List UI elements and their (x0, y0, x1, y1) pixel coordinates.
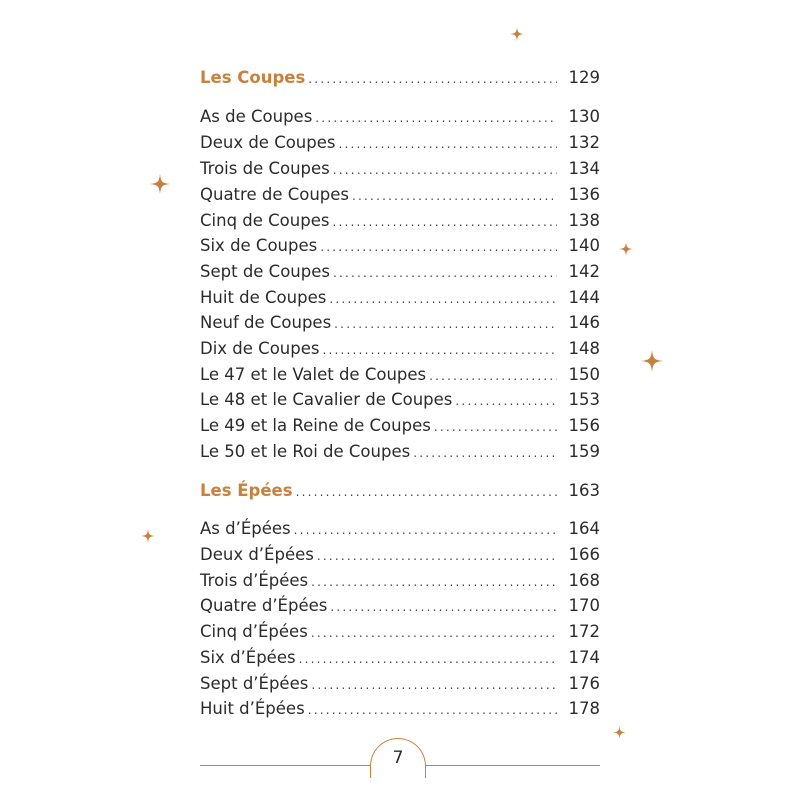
dot-leader (320, 234, 556, 260)
dot-leader (413, 440, 556, 466)
dot-leader (311, 620, 557, 646)
toc-label: Huit de Coupes (200, 288, 327, 307)
toc-entry[interactable] (200, 645, 600, 671)
toc-page-number: 163 (568, 481, 600, 500)
toc-entry[interactable] (200, 439, 600, 465)
dot-leader (329, 286, 556, 312)
dot-leader (296, 479, 557, 505)
toc-label: Cinq d’Épées (200, 622, 308, 641)
toc-entry[interactable] (200, 259, 600, 285)
toc-label: Le 49 et la Reine de Coupes (200, 416, 431, 435)
toc-entry[interactable] (200, 285, 600, 311)
dot-leader (311, 569, 556, 595)
sparkle-star-icon (510, 27, 524, 41)
toc-label: Quatre de Coupes (200, 185, 350, 204)
toc-page-number: 178 (568, 699, 600, 718)
toc-page-number: 148 (568, 339, 600, 358)
toc-label: As de Coupes (200, 107, 313, 126)
toc-entry[interactable] (200, 310, 600, 336)
toc-page-number: 129 (568, 68, 600, 87)
toc-entry[interactable] (200, 130, 600, 156)
sparkle-star-icon (613, 726, 626, 739)
toc-page-number: 130 (568, 107, 600, 126)
sparkle-star-icon (150, 174, 170, 194)
dot-leader (455, 388, 556, 414)
dot-leader (334, 311, 556, 337)
toc-entry[interactable] (200, 696, 600, 722)
toc-page-number: 164 (568, 519, 600, 538)
dot-leader (299, 646, 557, 672)
toc-label: Les Épées (200, 481, 293, 500)
toc-page-number: 150 (568, 365, 600, 384)
toc-page-number: 168 (568, 571, 600, 590)
dot-leader (434, 414, 557, 440)
toc-page-number: 170 (568, 596, 600, 615)
toc-entry[interactable] (200, 182, 600, 208)
toc-section-les-coupes[interactable] (200, 65, 600, 91)
footer-rule-left (200, 765, 370, 766)
dot-leader (311, 672, 556, 698)
toc-entry[interactable] (200, 516, 600, 542)
toc-entry[interactable] (200, 104, 600, 130)
toc-page-number: 142 (568, 262, 600, 281)
dot-leader (333, 157, 557, 183)
toc-entry[interactable] (200, 208, 600, 234)
toc-page-number: 144 (568, 288, 600, 307)
toc-label: Trois d’Épées (200, 571, 309, 590)
dot-leader (429, 363, 556, 389)
toc-label: Les Coupes (200, 68, 306, 87)
toc-page-number: 132 (568, 133, 600, 152)
toc-entry[interactable] (200, 156, 600, 182)
toc-label: Deux de Coupes (200, 133, 336, 152)
toc-label: Dix de Coupes (200, 339, 320, 358)
dot-leader (294, 517, 557, 543)
toc-label: As d’Épées (200, 519, 291, 538)
toc-page-number: 146 (568, 313, 600, 332)
toc-label: Le 50 et le Roi de Coupes (200, 442, 411, 461)
dot-leader (352, 183, 556, 209)
toc-page-number: 174 (568, 648, 600, 667)
toc-entry[interactable] (200, 336, 600, 362)
toc-label: Deux d’Épées (200, 545, 314, 564)
dot-leader (332, 209, 556, 235)
dot-leader (322, 337, 556, 363)
toc-page-number: 172 (568, 622, 600, 641)
toc-label: Le 47 et le Valet de Coupes (200, 365, 427, 384)
toc-entry[interactable] (200, 387, 600, 413)
page-number: 7 (392, 748, 404, 768)
dot-leader (317, 543, 557, 569)
toc-page-number: 159 (568, 442, 600, 461)
toc-label: Trois de Coupes (200, 159, 330, 178)
toc-label: Six d’Épées (200, 648, 296, 667)
toc-page-number: 138 (568, 211, 600, 230)
toc-label: Le 48 et le Cavalier de Coupes (200, 390, 453, 409)
toc-label: Huit d’Épées (200, 699, 305, 718)
toc-entry[interactable] (200, 593, 600, 619)
toc-page-number: 140 (568, 236, 600, 255)
toc-entry[interactable] (200, 413, 600, 439)
footer-rule-right (426, 765, 600, 766)
sparkle-star-icon (619, 242, 633, 256)
toc-label: Cinq de Coupes (200, 211, 330, 230)
toc-page-number: 153 (568, 390, 600, 409)
toc-page-number: 166 (568, 545, 600, 564)
toc-entry[interactable] (200, 542, 600, 568)
toc-section-les-epees[interactable] (200, 478, 600, 504)
toc-entry[interactable] (200, 568, 600, 594)
toc-page-number: 156 (568, 416, 600, 435)
toc-label: Sept de Coupes (200, 262, 330, 281)
dot-leader (339, 131, 557, 157)
toc-label: Neuf de Coupes (200, 313, 332, 332)
dot-leader (330, 594, 556, 620)
dot-leader (315, 105, 556, 131)
sparkle-star-icon (641, 350, 663, 372)
toc-entry[interactable] (200, 233, 600, 259)
toc-label: Quatre d’Épées (200, 596, 328, 615)
dot-leader (308, 66, 556, 92)
toc-page-number: 136 (568, 185, 600, 204)
dot-leader (308, 697, 557, 723)
toc-label: Six de Coupes (200, 236, 318, 255)
toc-entry[interactable] (200, 362, 600, 388)
sparkle-star-icon (141, 529, 155, 543)
dot-leader (333, 260, 557, 286)
toc-page-number: 176 (568, 674, 600, 693)
toc-label: Sept d’Épées (200, 674, 309, 693)
toc-entry[interactable] (200, 671, 600, 697)
toc-page-number: 134 (568, 159, 600, 178)
toc-entry[interactable] (200, 619, 600, 645)
